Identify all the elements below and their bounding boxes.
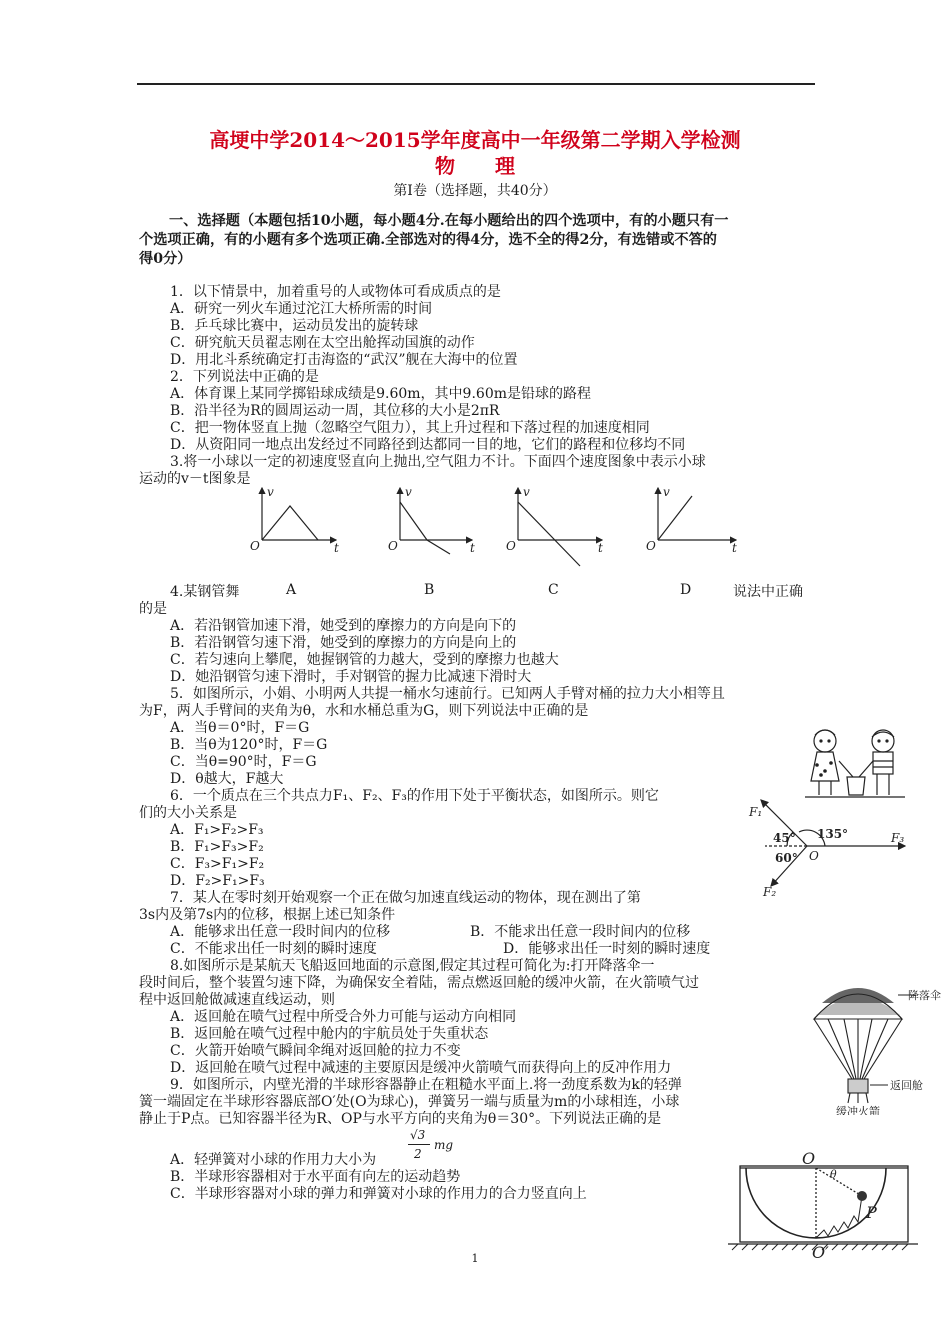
graph-d-origin: O [646, 539, 656, 553]
theta-label: θ [830, 1168, 837, 1181]
graph-choice-a: A [286, 582, 297, 598]
graph-a-t-label: t [334, 541, 339, 555]
q5-option-b: B．当θ为120°时，F＝G [170, 737, 328, 753]
subject-title: 物 理 [435, 154, 515, 178]
q1-option-c: C．研究航天员翟志刚在太空出舱挥动国旗的动作 [170, 335, 475, 351]
point-p-label: P [866, 1203, 877, 1222]
bottom-o-prime-label: O′ [812, 1243, 829, 1260]
q3-stem-1: 3.将一小球以一定的初速度竖直向上抛出,空气阻力不计。下面四个速度图象中表示小球 [170, 454, 706, 470]
instructions-line-2: 个选项正确，有的小题有多个选项正确.全部选对的得4分，选不全的得2分，有选错或不答的 [139, 232, 717, 248]
q6-option-d: D．F₂>F₁>F₃ [170, 873, 265, 889]
graph-c-origin: O [506, 539, 516, 553]
q9-option-b: B．半球形容器相对于水平面有向左的运动趋势 [170, 1169, 461, 1185]
q8-stem-1: 8.如图所示是某航天飞船返回地面的示意图,假定其过程可简化为:打开降落伞一 [170, 958, 655, 974]
q7-stem-2: 3s内及第7s内的位移，根据上述已知条件 [139, 907, 396, 923]
q2-option-b: B．沿半径为R的圆周运动一周，其位移的大小是2πR [170, 403, 500, 419]
exam-title: 高埂中学2014～2015学年度高中一年级第二学期入学检测 [209, 128, 741, 152]
q8-option-c: C．火箭开始喷气瞬间伞绳对返回舱的拉力不变 [170, 1043, 461, 1059]
q2-option-d: D．从资阳同一地点出发经过不同路径到达都同一目的地，它们的路程和位移均不同 [170, 437, 686, 453]
q6-option-b: B．F₁>F₃>F₂ [170, 839, 264, 855]
q1-stem: 1．以下情景中，加着重号的人或物体可看成质点的是 [170, 284, 501, 300]
q4-option-a: A．若沿钢管加速下滑，她受到的摩擦力的方向是向下的 [170, 618, 517, 634]
q7-option-d: D．能够求出任一时刻的瞬时速度 [503, 941, 711, 957]
q3-stem-2: 运动的v－t图象是 [139, 471, 251, 487]
formula-denominator: 2 [414, 1147, 422, 1161]
instructions-line-1: 一、选择题（本题包括10小题，每小题4分.在每小题给出的四个选项中，有的小题只有一 [169, 213, 729, 229]
q5-stem-2: 为F，两人手臂间的夹角为θ，水和水桶总重为G，则下列说法中正确的是 [139, 703, 589, 719]
force-diagram [745, 790, 915, 900]
graph-b-v-label: v [405, 485, 412, 499]
q7-stem-1: 7．某人在零时刻开始观察一个正在做匀加速直线运动的物体，现在测出了第 [170, 890, 641, 906]
q8-option-d: D．返回舱在喷气过程中减速的主要原因是缓冲火箭喷气而获得向上的反冲作用力 [170, 1060, 672, 1076]
q4-option-c: C．若匀速向上攀爬，她握钢管的力越大，受到的摩擦力也越大 [170, 652, 559, 668]
q4-option-d: D．她沿钢管匀速下滑时，手对钢管的握力比减速下滑时大 [170, 669, 532, 685]
q6-stem-1: 6．一个质点在三个共点力F₁、F₂、F₃的作用下处于平衡状态，如图所示。则它 [170, 788, 659, 804]
q9-stem-1: 9．如图所示，内壁光滑的半球形容器静止在粗糙水平面上.将一劲度系数为k的轻弹 [170, 1077, 682, 1093]
force-origin-label: O [809, 849, 819, 863]
q9-option-c: C．半球形容器对小球的弹力和弹簧对小球的作用力的合力竖直向上 [170, 1186, 587, 1202]
formula-sqrt3-over-2-mg [408, 1128, 468, 1172]
q1-option-a: A．研究一列火车通过沱江大桥所需的时间 [170, 301, 433, 317]
force-angle-135: 135° [817, 827, 849, 841]
q2-option-c: C．把一物体竖直上抛（忽略空气阻力），其上升过程和下落过程的加速度相同 [170, 420, 650, 436]
graph-c-t-label: t [598, 541, 603, 555]
q8-option-b: B．返回舱在喷气过程中舱内的宇航员处于失重状态 [170, 1026, 489, 1042]
graph-c [518, 488, 602, 566]
force-f1-label: F₁ [749, 805, 763, 819]
formula-numerator: √3 [410, 1128, 426, 1142]
q4-stem-tail: 说法中正确 [733, 584, 803, 600]
q8-stem-2: 段时间后，整个装置匀速下降，为确保安全着陆，需点燃返回舱的缓冲火箭，在火箭喷气过 [139, 975, 699, 991]
q4-stem-2: 的是 [139, 601, 167, 617]
q9-option-a: A．轻弹簧对小球的作用力大小为 [170, 1152, 377, 1168]
parachute-label: 降落伞 [908, 989, 941, 1002]
header-rule [137, 83, 815, 85]
graph-choice-d: D [680, 582, 692, 598]
q5-option-c: C．当θ=90°时，F＝G [170, 754, 317, 770]
formula-mg: mg [434, 1138, 454, 1152]
q2-stem: 2．下列说法中正确的是 [170, 369, 319, 385]
q9-stem-3: 静止于P点。已知容器半径为R、OP与水平方向的夹角为θ＝30°。下列说法正确的是 [139, 1111, 662, 1127]
q2-option-a: A．体育课上某同学掷铅球成绩是9.60m，其中9.60m是铅球的路程 [170, 386, 592, 402]
q9-stem-2: 簧一端固定在半球形容器底部O′处(O为球心)，弹簧另一端与质量为m的小球相连，小球 [139, 1094, 680, 1110]
graph-choice-c: C [548, 582, 559, 598]
graph-a-v-label: v [267, 485, 274, 499]
q1-option-d: D．用北斗系统确定打击海盗的“武汉”舰在大海中的位置 [170, 352, 518, 368]
graph-a-origin: O [250, 539, 260, 553]
graph-d-t-label: t [732, 541, 737, 555]
rocket-label: 缓冲火箭 [836, 1105, 880, 1115]
part-title: 第Ⅰ卷（选择题，共40分） [393, 183, 557, 199]
graph-b-origin: O [388, 539, 398, 553]
page-number: 1 [471, 1252, 479, 1265]
graph-choice-row [260, 580, 730, 600]
q4-option-b: B．若沿钢管匀速下滑，她受到的摩擦力的方向是向上的 [170, 635, 517, 651]
center-o-label: O [802, 1149, 816, 1168]
q6-option-c: C．F₃>F₁>F₂ [170, 856, 265, 872]
q1-option-b: B．乒乓球比赛中，运动员发出的旋转球 [170, 318, 419, 334]
graph-c-v-label: v [523, 485, 530, 499]
formula-fraction-bar [408, 1144, 430, 1145]
q8-option-a: A．返回舱在喷气过程中所受合外力可能与运动方向相同 [170, 1009, 517, 1025]
instructions-line-3: 得0分） [139, 251, 192, 267]
q6-option-a: A．F₁>F₂>F₃ [170, 822, 264, 838]
graph-d-v-label: v [663, 485, 670, 499]
ball-p [857, 1191, 867, 1201]
vt-graphs-figure [240, 482, 740, 568]
hemisphere-container-figure [728, 1138, 918, 1260]
force-angle-45: 45° [773, 831, 796, 845]
graph-b-t-label: t [470, 541, 475, 555]
q7-option-b: B．不能求出任意一段时间内的位移 [470, 924, 691, 940]
capsule-label: 返回舱 [890, 1079, 923, 1092]
q4-stem-start: 4.某钢管舞 [170, 584, 240, 600]
q7-option-a: A．能够求出任意一段时间内的位移 [170, 924, 391, 940]
q5-option-a: A．当θ＝0°时，F＝G [170, 720, 310, 736]
graph-choice-b: B [424, 582, 435, 598]
parachute-figure [808, 975, 948, 1115]
q7-option-c: C．不能求出任一时刻的瞬时速度 [170, 941, 377, 957]
force-f3-label: F₃ [891, 831, 905, 845]
force-f2-label: F₂ [763, 885, 777, 899]
q5-option-d: D．θ越大，F越大 [170, 771, 284, 787]
q8-stem-3: 程中返回舱做减速直线运动，则 [139, 992, 335, 1008]
force-angle-60: 60° [775, 851, 798, 865]
q6-stem-2: 们的大小关系是 [139, 805, 237, 821]
q5-stem-1: 5．如图所示，小娟、小明两人共提一桶水匀速前行。已知两人手臂对桶的拉力大小相等且 [170, 686, 725, 702]
